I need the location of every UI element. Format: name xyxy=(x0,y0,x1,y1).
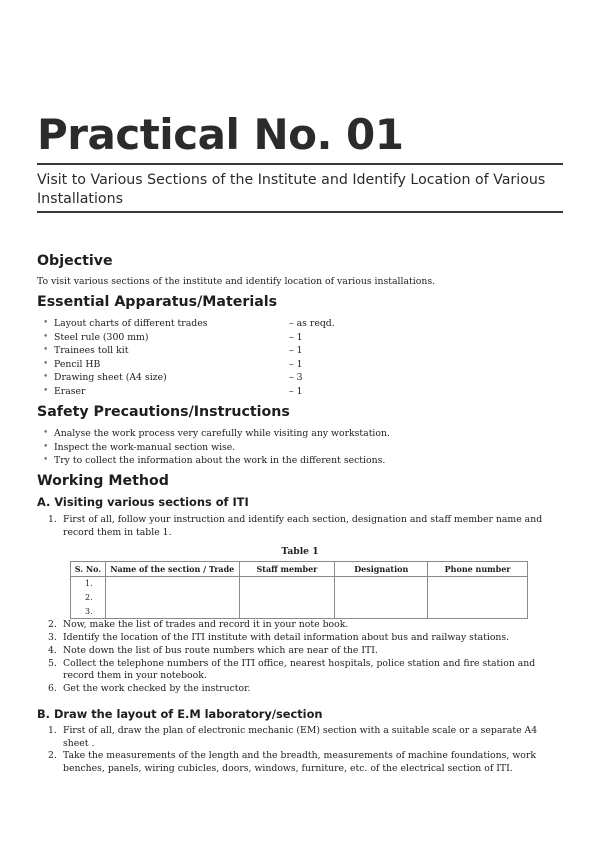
table-row xyxy=(71,605,528,619)
bullet-icon: • xyxy=(43,385,49,396)
step-text: First of all, draw the plan of electronic mechanic (EM) section with a suitable scale or a separate A4 sheet . xyxy=(63,725,538,749)
step-number: 3. xyxy=(48,631,57,643)
bullet-icon: • xyxy=(43,441,49,452)
step-text: Now, make the list of trades and record it in your note book. xyxy=(63,619,349,630)
table-caption: Table 1 xyxy=(281,546,319,557)
list-item xyxy=(48,632,564,645)
table-cell xyxy=(105,577,239,591)
table-cell xyxy=(428,591,528,605)
column-header: S. No. xyxy=(71,562,106,577)
table-cell xyxy=(335,605,428,619)
title-divider-top xyxy=(37,163,563,165)
table-cell xyxy=(335,591,428,605)
step-number: 1. xyxy=(48,514,57,525)
part-a-heading: A. Visiting various sections of ITI xyxy=(37,495,249,509)
list-item xyxy=(48,725,564,750)
table-row xyxy=(71,591,528,605)
page-subtitle: Visit to Various Sections of the Institute and Identify Location of Various Installations xyxy=(37,172,546,207)
step-number: 6. xyxy=(48,683,57,695)
apparatus-list xyxy=(43,317,335,399)
safety-list xyxy=(43,427,390,468)
list-item xyxy=(48,645,564,658)
list-item xyxy=(48,750,564,775)
table-cell xyxy=(239,591,335,605)
table-cell xyxy=(428,577,528,591)
column-header: Phone number xyxy=(428,562,528,577)
table-header-row xyxy=(71,562,528,577)
apparatus-qty: – 1 xyxy=(289,331,303,343)
list-item xyxy=(43,385,303,399)
step-number: 4. xyxy=(48,644,57,656)
apparatus-name: Layout charts of different trades xyxy=(54,318,208,329)
part-a-steps xyxy=(48,619,564,696)
list-item xyxy=(48,619,564,632)
table-cell xyxy=(239,577,335,591)
apparatus-name: Eraser xyxy=(54,385,86,397)
list-item xyxy=(48,683,564,696)
safety-item: Inspect the work-manual section wise. xyxy=(54,441,236,453)
page-title: Practical No. 01 xyxy=(37,110,404,159)
bullet-icon: • xyxy=(43,318,49,328)
apparatus-qty: – as reqd. xyxy=(289,318,335,329)
safety-item: Analyse the work process very carefully while visiting any workstation. xyxy=(54,428,390,439)
step-number: 2. xyxy=(48,750,57,762)
list-item xyxy=(43,317,335,331)
bullet-icon: • xyxy=(43,358,49,369)
sections-table xyxy=(70,561,528,619)
row-number: 1. xyxy=(71,577,106,591)
safety-item: Try to collect the information about the work in the different sections. xyxy=(54,455,386,467)
apparatus-qty: – 3 xyxy=(289,372,303,384)
bullet-icon: • xyxy=(43,331,49,342)
list-item xyxy=(43,358,303,372)
apparatus-name: Trainees toll kit xyxy=(54,345,129,357)
bullet-icon: • xyxy=(43,455,49,466)
list-item xyxy=(43,344,303,358)
table-row xyxy=(71,577,528,591)
table-cell xyxy=(239,605,335,619)
apparatus-qty: – 1 xyxy=(289,385,303,397)
apparatus-name: Drawing sheet (A4 size) xyxy=(54,372,167,384)
apparatus-qty: – 1 xyxy=(289,345,303,357)
step-text: First of all, follow your instruction and identify each section, designation and staff member name and record them in table 1. xyxy=(63,514,543,538)
objective-heading: Objective xyxy=(37,253,113,269)
list-item xyxy=(43,454,390,468)
step-text: Get the work checked by the instructor. xyxy=(63,683,251,695)
step-number: 2. xyxy=(48,619,57,630)
part-b-heading: B. Draw the layout of E.M laboratory/section xyxy=(37,707,323,721)
step-number: 5. xyxy=(48,657,57,669)
table-cell xyxy=(105,605,239,619)
list-item xyxy=(43,331,303,345)
list-item xyxy=(43,441,390,455)
title-divider-bottom xyxy=(37,211,563,213)
part-a-step-1 xyxy=(48,514,564,539)
table-cell xyxy=(105,591,239,605)
apparatus-heading: Essential Apparatus/Materials xyxy=(37,294,278,310)
column-header: Designation xyxy=(335,562,428,577)
table-cell xyxy=(335,577,428,591)
bullet-icon: • xyxy=(43,345,49,356)
bullet-icon: • xyxy=(43,372,49,383)
apparatus-name: Steel rule (300 mm) xyxy=(54,331,149,343)
bullet-icon: • xyxy=(43,428,49,438)
step-number: 1. xyxy=(48,725,57,736)
objective-text: To visit various sections of the institute and identify location of various installations. xyxy=(37,276,436,287)
list-item xyxy=(43,427,390,441)
apparatus-name: Pencil HB xyxy=(54,358,101,370)
apparatus-qty: – 1 xyxy=(289,358,303,370)
list-item xyxy=(48,514,564,539)
row-number: 3. xyxy=(71,605,106,619)
safety-heading: Safety Precautions/Instructions xyxy=(37,404,290,420)
column-header: Staff member xyxy=(239,562,335,577)
working-method-heading: Working Method xyxy=(37,473,169,489)
step-text: Collect the telephone numbers of the ITI office, nearest hospitals, police station and fire station and record them in your notebook. xyxy=(63,657,536,682)
part-b-steps xyxy=(48,725,564,776)
list-item xyxy=(48,658,564,683)
row-number: 2. xyxy=(71,591,106,605)
list-item xyxy=(43,371,303,385)
step-text: Identify the location of the ITI institute with detail information about bus and railway stations. xyxy=(63,631,510,643)
step-text: Note down the list of bus route numbers which are near of the ITI. xyxy=(63,644,378,656)
table-cell xyxy=(428,605,528,619)
step-text: Take the measurements of the length and the breadth, measurements of machine foundations, work benches, panels, wiring cubicles, doors, windows, furniture, etc. of the electrical section of ITI. xyxy=(63,750,536,774)
column-header: Name of the section / Trade xyxy=(105,562,239,577)
